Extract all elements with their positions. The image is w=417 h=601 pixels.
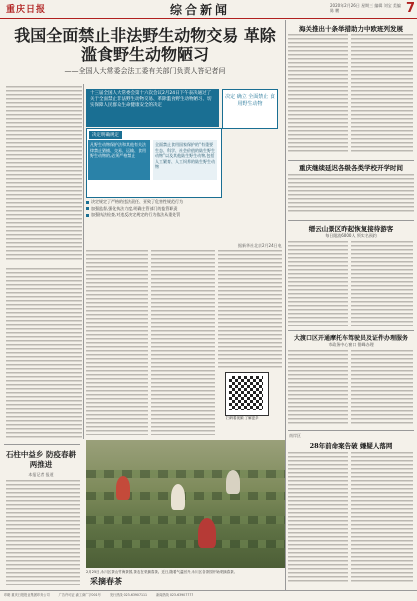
- right-rule-1: [288, 160, 414, 161]
- lead-subheadline: ——全国人大常委会法工委有关部门负责人答记者问: [64, 67, 226, 75]
- photo-title: 采摘春茶: [90, 576, 122, 586]
- bullet-dot-icon: [86, 214, 89, 217]
- right-column-divider: [285, 20, 286, 590]
- right-story-5-text: [288, 452, 348, 584]
- right-story-1-title[interactable]: 海关推出十条举措助力中欧班列发展: [299, 25, 403, 33]
- right-story-4-text: [288, 350, 348, 425]
- right-rule-3: [288, 330, 414, 331]
- right-story-4-text-b: [351, 350, 413, 425]
- lead-text-column-4: [218, 250, 282, 368]
- right-story-3-title[interactable]: 缙云山景区昨起恢复接待游客: [308, 225, 394, 233]
- footer-item: 印刷 重庆日报报业集团印务公司: [4, 593, 50, 597]
- right-story-4-title[interactable]: 大渡口区开通摩托车驾驶员及证件办理服务: [293, 335, 408, 342]
- bullet-item: 加强监督,强化执法力度,明确主管部门的监管职责: [86, 206, 278, 213]
- decision-box-tag: 决定明确规定: [89, 131, 122, 139]
- decision-point-2: 全面禁止食用国家保护的“有重要生态、科学、社会价值的陆生野生动物”以及其他陆生野生动物,包括人工繁育、人工饲养的陆生野生动物: [153, 140, 217, 180]
- bullet-dot-icon: [86, 201, 89, 204]
- footer-item: 新闻热线 023-63907777: [156, 593, 194, 597]
- right-story-1-text-b: [351, 34, 413, 154]
- right-story-3-text-b: [351, 241, 413, 326]
- right-rule-2: [288, 220, 414, 221]
- lead-text-column-3: [151, 250, 215, 435]
- right-story-1-text: [288, 34, 348, 154]
- right-rule-4: [288, 430, 414, 431]
- tea-picking-photo: [86, 440, 286, 568]
- mini-label: 南岸区: [289, 433, 301, 438]
- photo-caption: 2月25日,永川区茶山竹海茶园,茶农在采摘春茶。近日,随着气温回升,永川区各茶园开始采摘春茶。: [86, 570, 238, 574]
- footer-item: 发行热线 023-63907111: [109, 593, 148, 597]
- qr-code-icon[interactable]: [229, 376, 263, 410]
- lead-headline[interactable]: 我国全面禁止非法野生动物交易 革除滥食野生动物陋习: [14, 26, 276, 64]
- lead-text-column-1: [6, 86, 82, 261]
- lead-byline: 据新华社北京2月24日电: [238, 243, 282, 248]
- left-brief-byline: 本报记者 报道: [28, 472, 54, 477]
- qr-caption: 扫码看视频 了解更多: [226, 416, 259, 420]
- lead-intro-box: 十三届全国人大常委会第十六次会议2月24日下午表决通过了关于全面禁止非法野生动物交易、革除滥食野生动物陋习、切实保障人民群众生命健康安全的决定: [86, 89, 219, 127]
- section-title: 综合新闻: [170, 3, 231, 17]
- bullet-item: 决定规定了严格的违法责任、亚致了危害性规范行为: [86, 199, 278, 206]
- page-footer: [0, 590, 417, 601]
- bullet-item: 加强执法检查,对违反决定规定的行为依法从重处罚: [86, 212, 278, 219]
- column-divider: [83, 84, 84, 439]
- issue-meta: 2020年2月26日 星期三 编辑 刘宝 美编 陈 鹏: [330, 3, 401, 13]
- bullet-dot-icon: [86, 207, 89, 210]
- pull-quote: 决定 确立 全面禁止 食用野生动物: [222, 89, 278, 129]
- lead-text-column-2: [86, 250, 148, 435]
- decision-point-1: 凡野生动物保护法和其他有关法律禁止猎捕、交易、运输、食用野生动物的,必须严格禁止: [88, 140, 150, 180]
- right-story-3-sub: 每日限流6000人 须实名预约: [325, 233, 377, 238]
- right-story-2-text: [288, 174, 414, 214]
- decision-bullets: [86, 199, 278, 219]
- left-brief-text: [6, 480, 80, 585]
- left-brief-title[interactable]: 石柱中益乡 防疫春耕两推进: [5, 450, 77, 469]
- right-story-3-text: [288, 241, 348, 326]
- newspaper-logo: 重庆日报: [6, 5, 47, 15]
- lead-text-column-1b: [6, 268, 82, 438]
- footer-item: 广告许可证 渝工商广字001号: [58, 593, 101, 597]
- right-story-5-text-b: [351, 452, 413, 584]
- right-story-4-sub: 市政务中心窗口 错峰办理: [328, 342, 374, 347]
- page-number: 7: [405, 1, 415, 16]
- left-brief-rule: [4, 444, 80, 445]
- right-story-5-title[interactable]: 28年前命案告破 嫌疑人落网: [309, 442, 393, 450]
- right-story-2-title[interactable]: 重庆继续延迟各级各类学校开学时间: [299, 164, 403, 172]
